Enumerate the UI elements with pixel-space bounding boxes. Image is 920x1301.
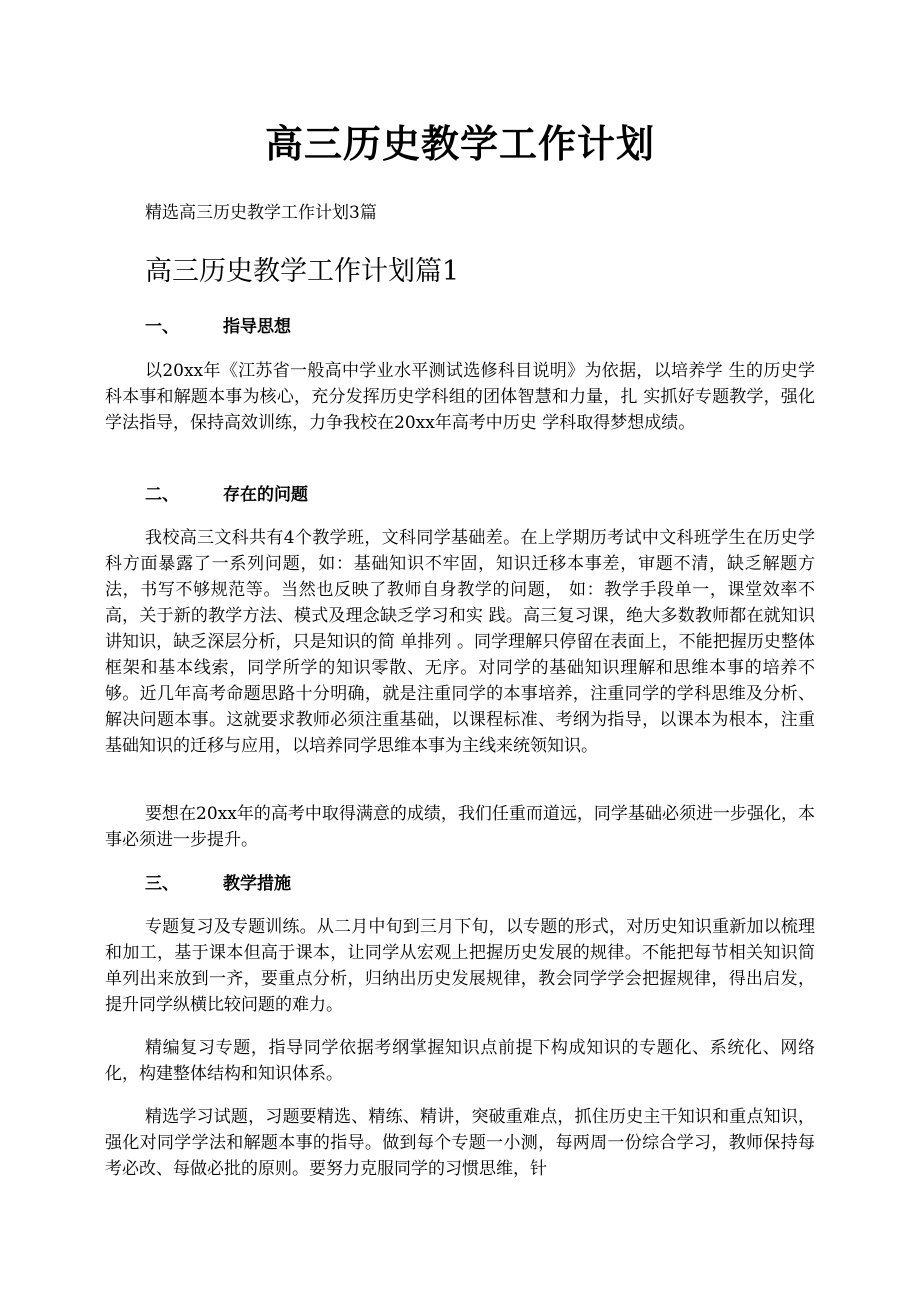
document-title: 高三历史教学工作计划	[264, 121, 655, 166]
paragraph: 精编复习专题，指导同学依据考纲掌握知识点前提下构成知识的专题化、系统化、网络化，构建整体结构和知识体系。	[105, 1038, 815, 1084]
paragraph: 精选学习试题，习题要精选、精练、精讲，突破重难点，抓住历史主干知识和重点知识，强化对同学学法和解题本事的指导。做到每个专题一小测，每两周一份综合学习，教师保持每考必改、每做必批的原则。要努力克服同学的习惯思维，针	[105, 1107, 815, 1179]
paragraph: 要想在20xx年的高考中取得满意的成绩，我们任重而道远，同学基础必须进一步强化，本事必须进一步提升。	[105, 804, 815, 850]
heading-existing-problems	[145, 482, 308, 508]
heading-teaching-measures	[145, 871, 291, 897]
heading-number: 二、	[145, 485, 179, 505]
heading-text: 存在的问题	[223, 485, 308, 505]
paragraph: 以20xx年《江苏省一般高中学业水平测试选修科目说明》为依据，以培养学 生的历史学科本事和解题本事为核心，充分发挥历史学科组的团体智慧和力量，扎 实抓好专题教学，强化学法指导，保持高效训练，力争我校在20xx年高考中历史 学科取得梦想成绩。	[105, 361, 815, 433]
heading-text: 指导思想	[223, 317, 291, 337]
heading-number: 一、	[145, 317, 179, 337]
section-title: 高三历史教学工作计划篇1	[145, 256, 460, 287]
document-subtitle: 精选高三历史教学工作计划3篇	[145, 203, 377, 223]
heading-number: 三、	[145, 874, 179, 894]
paragraph: 专题复习及专题训练。从二月中旬到三月下旬，以专题的形式，对历史知识重新加以梳理和加工，基于课本但高于课本，让同学从宏观上把握历史发展的规律。不能把每节相关知识简单列出来放到一齐，要重点分析，归纳出历史发展规律，教会同学学会把握规律，得出启发，提升同学纵横比较问题的难力。	[105, 917, 815, 1015]
paragraph: 我校高三文科共有4个教学班，文科同学基础差。在上学期历考试中文科班学生在历史学科方面暴露了一系列问题，如：基础知识不牢固，知识迁移本事差，审题不清，缺乏解题方法，书写不够规范等。当然也反映了教师自身教学的问题， 如：教学手段单一，课堂效率不高，关于新的教学方法、模式及理念缺乏学习和实 践。高三复习课，绝大多数教师都在就知识讲知识，缺乏深层分析，只是知识的简 单排列 。同学理解只停留在表面上，不能把握历史整体框架和基本线索，同学所学的知识零散、无序。对同学的基础知识理解和思维本事的培养不够。近几年高考命题思路十分明确，就是注重同学的本事培养，注重同学的学科思维及分析、解决问题本事。这就要求教师必须注重基础，以课程标准、考纲为指导，以课本为根本，注重基础知识的迁移与应用，以培养同学思维本事为主线来统领知识。	[105, 528, 815, 756]
heading-guiding-thought	[145, 314, 291, 340]
heading-text: 教学措施	[223, 874, 291, 894]
